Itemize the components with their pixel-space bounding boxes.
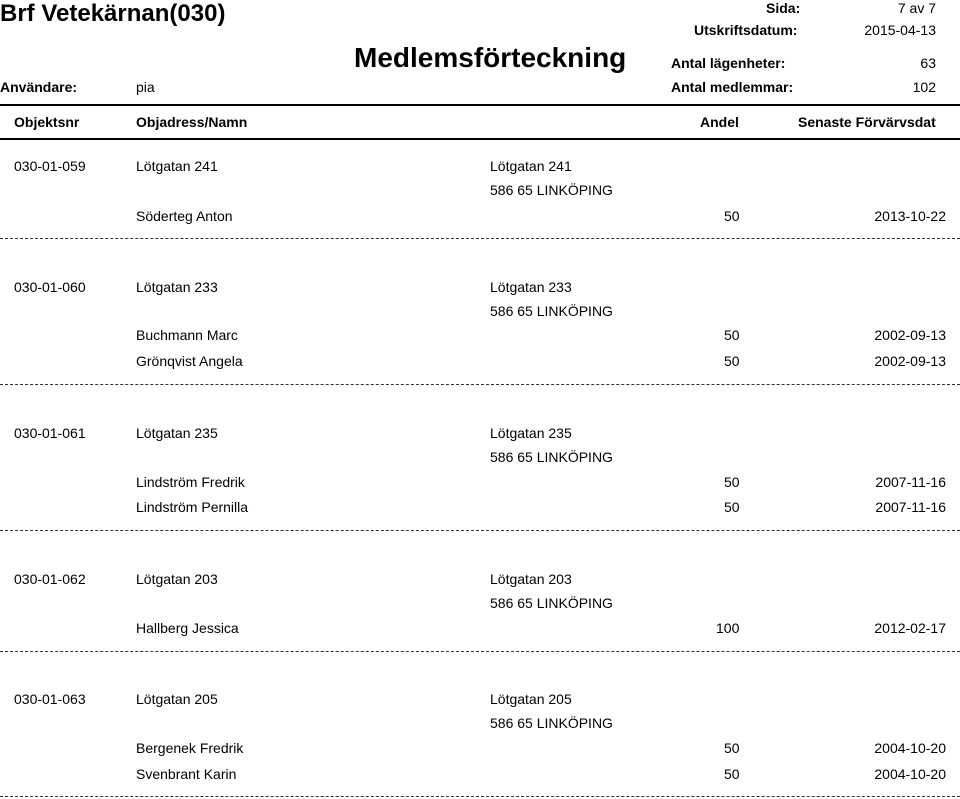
col-header-senaste: Senaste Förvärvsdat [798,114,936,130]
record-objadress: Lötgatan 233 [136,279,218,295]
member-andel: 50 [724,208,740,224]
record-separator [0,651,960,652]
document-title: Medlemsförteckning [354,42,627,73]
user-label: Användare: [0,79,78,95]
record-objadress: Lötgatan 235 [136,425,218,441]
member-date: 2004-10-20 [874,740,946,756]
member-date: 2002-09-13 [874,327,946,343]
member-andel: 50 [724,474,740,490]
record-address-line2: 586 65 LINKÖPING [490,303,613,319]
member-date: 2007-11-16 [875,474,946,490]
record-address-line1: Lötgatan 203 [490,571,572,587]
member-name: Svenbrant Karin [136,766,237,782]
record-address-line2: 586 65 LINKÖPING [490,715,613,731]
record-objektsnr: 030-01-062 [14,571,86,587]
header-rule-top [0,104,960,106]
col-header-andel: Andel [700,114,739,130]
print-date-value: 2015-04-13 [864,22,936,38]
member-andel: 50 [724,327,740,343]
record-address-line1: Lötgatan 235 [490,425,572,441]
record-address-line2: 586 65 LINKÖPING [490,182,613,198]
member-name: Söderteg Anton [136,208,233,224]
member-name: Buchmann Marc [136,327,238,343]
members-value: 102 [912,79,936,95]
record-objadress: Lötgatan 205 [136,691,218,707]
page-label: Sida: [766,0,801,16]
member-name: Hallberg Jessica [136,620,239,636]
record-separator [0,530,960,531]
member-date: 2007-11-16 [875,499,946,515]
record-separator [0,238,960,239]
member-date: 2004-10-20 [874,766,946,782]
record-objektsnr: 030-01-061 [14,425,86,441]
member-name: Grönqvist Angela [136,353,243,369]
header-rule-bottom [0,138,960,140]
record-objektsnr: 030-01-063 [14,691,86,707]
member-andel: 50 [724,766,740,782]
record-separator [0,796,960,797]
record-separator [0,384,960,385]
record-address-line2: 586 65 LINKÖPING [490,595,613,611]
member-andel: 50 [724,353,740,369]
col-header-objadress: Objadress/Namn [136,114,248,130]
member-name: Bergenek Fredrik [136,740,244,756]
member-name: Lindström Pernilla [136,499,249,515]
member-date: 2002-09-13 [874,353,946,369]
apartments-label: Antal lägenheter: [671,55,786,71]
members-label: Antal medlemmar: [671,79,794,95]
record-objektsnr: 030-01-060 [14,279,86,295]
apartments-value: 63 [920,55,936,71]
member-andel: 100 [716,620,740,636]
col-header-objektsnr: Objektsnr [14,114,80,130]
page-value: 7 av 7 [897,0,936,16]
record-address-line1: Lötgatan 233 [490,279,572,295]
record-objadress: Lötgatan 241 [136,158,218,174]
member-name: Lindström Fredrik [136,474,245,490]
member-date: 2013-10-22 [874,208,946,224]
record-objektsnr: 030-01-059 [14,158,86,174]
user-value: pia [136,79,155,95]
member-andel: 50 [724,499,740,515]
org-title: Brf Vetekärnan(030) [0,0,226,27]
record-objadress: Lötgatan 203 [136,571,218,587]
member-date: 2012-02-17 [874,620,946,636]
record-address-line1: Lötgatan 205 [490,691,572,707]
record-address-line2: 586 65 LINKÖPING [490,449,613,465]
record-address-line1: Lötgatan 241 [490,158,572,174]
print-date-label: Utskriftsdatum: [694,22,798,38]
member-andel: 50 [724,740,740,756]
